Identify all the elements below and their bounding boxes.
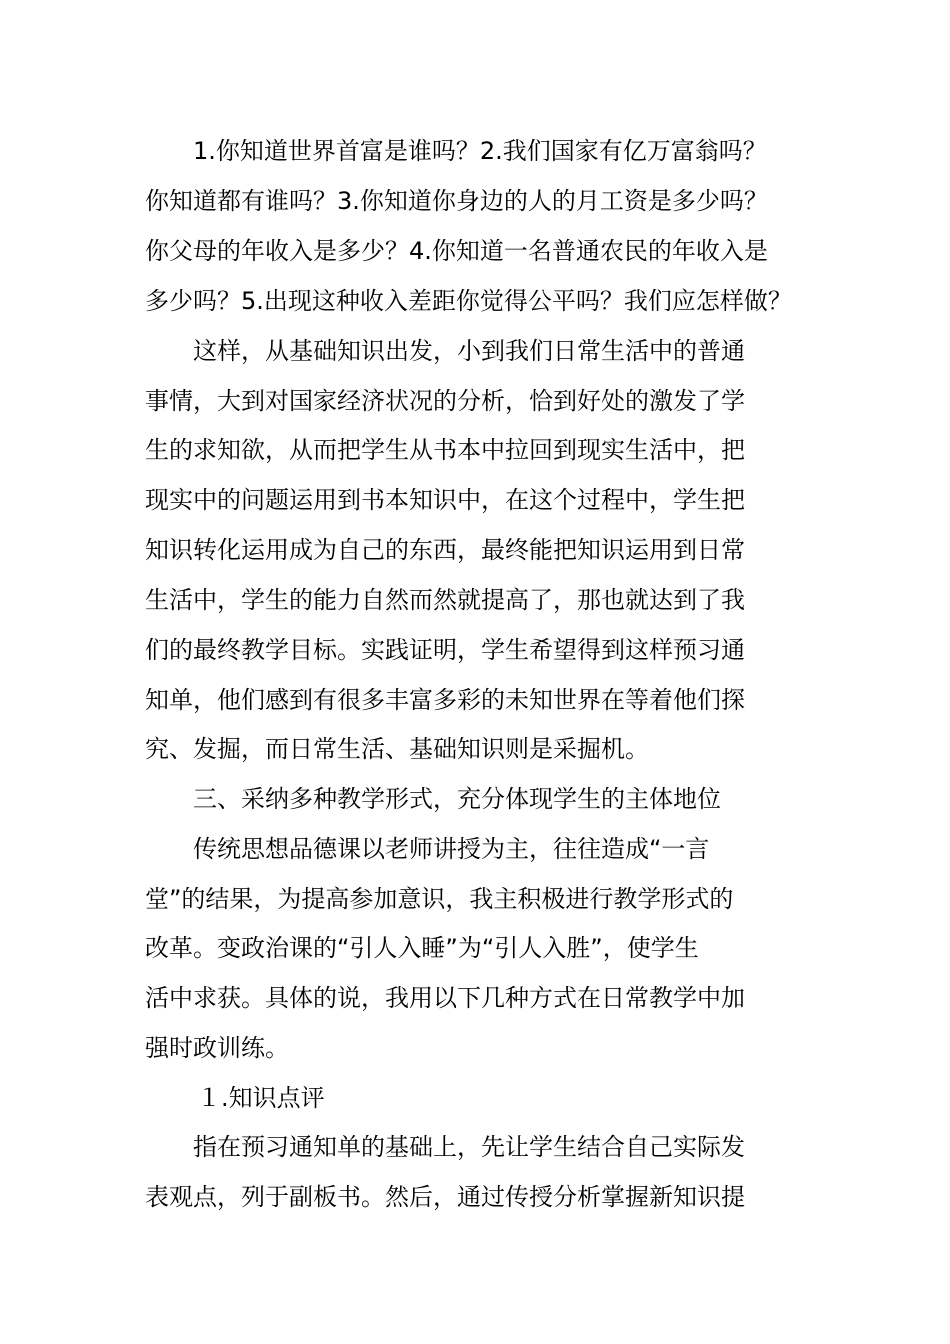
text-line: 堂”的结果，为提高参加意识，我主积极进行教学形式的 (145, 885, 734, 913)
text-line: 究、发掘，而日常生活、基础知识则是采掘机。 (145, 735, 649, 763)
text-line: 知识转化运用成为自己的东西，最终能把知识运用到日常 (145, 536, 745, 564)
paragraph-first-line: 传统思想品德课以老师讲授为主，往往造成“一言 (193, 835, 710, 863)
text-line: 表观点，列于副板书。然后，通过传授分析掌握新知识提 (145, 1183, 745, 1211)
text-line: 们的最终教学目标。实践证明，学生希望得到这样预习通 (145, 636, 745, 664)
section-heading: 三、采纳多种教学形式，充分体现学生的主体地位 (193, 785, 721, 813)
text-line: 你知道都有谁吗？3.你知道你身边的人的月工资是多少吗？ (145, 187, 768, 215)
text-line: 改革。变政治课的“引人入睡”为“引人入胜”，使学生 (145, 934, 699, 962)
paragraph-first-line: 这样，从基础知识出发，小到我们日常生活中的普通 (193, 337, 745, 365)
paragraph-first-line: 指在预习通知单的基础上，先让学生结合自己实际发 (193, 1133, 745, 1161)
text-line: 1.你知道世界首富是谁吗？2.我们国家有亿万富翁吗？ (193, 137, 767, 165)
text-line: 生的求知欲，从而把学生从书本中拉回到现实生活中，把 (145, 436, 745, 464)
text-line: 生活中，学生的能力自然而然就提高了，那也就达到了我 (145, 586, 745, 614)
text-line: 事情，大到对国家经济状况的分析，恰到好处的激发了学 (145, 387, 745, 415)
text-line: 现实中的问题运用到书本知识中，在这个过程中，学生把 (145, 486, 745, 514)
text-line: 知单，他们感到有很多丰富多彩的未知世界在等着他们探 (145, 686, 745, 714)
subsection-heading: １.知识点评 (197, 1084, 325, 1112)
text-line: 多少吗？5.出现这种收入差距你觉得公平吗？我们应怎样做？ (145, 287, 792, 315)
text-line: 你父母的年收入是多少？4.你知道一名普通农民的年收入是 (145, 237, 768, 265)
text-line: 强时政训练。 (145, 1034, 289, 1062)
text-line: 活中求获。具体的说，我用以下几种方式在日常教学中加 (145, 984, 745, 1012)
